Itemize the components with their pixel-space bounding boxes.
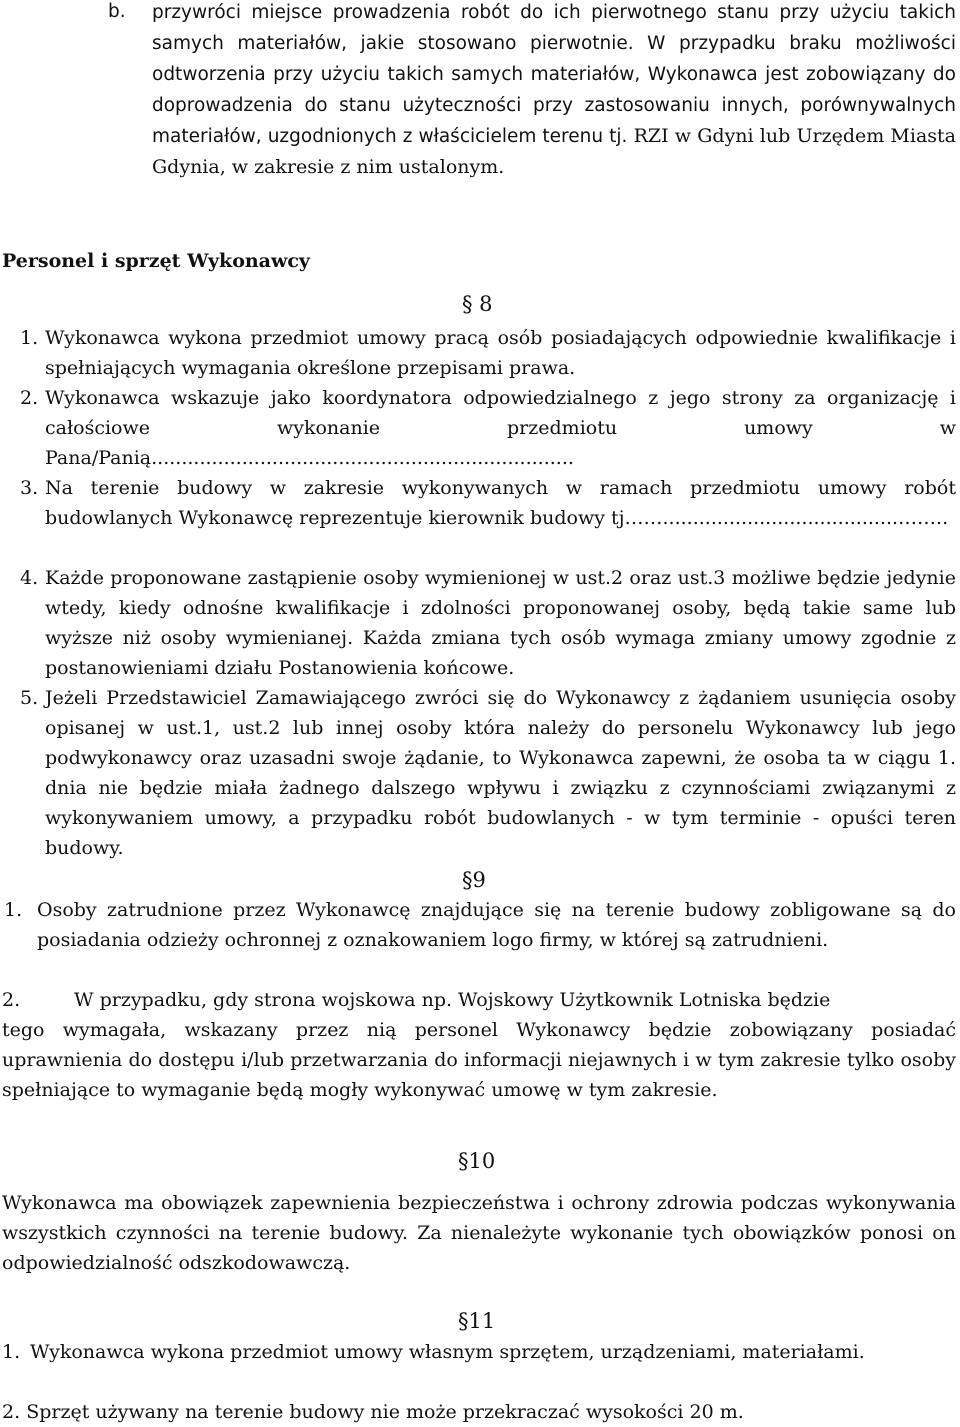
item-text: Na terenie budowy w zakresie wykonywanych w ramach przedmiotu umowy robót budowlanych Wykonawcę reprezentuje kierownik budowy tj…….......................................…….. bbox=[45, 477, 956, 529]
item-number: 1. bbox=[20, 327, 39, 349]
item-number: 2. bbox=[2, 989, 21, 1011]
par8-list bbox=[20, 323, 956, 863]
item-number: 2. bbox=[20, 387, 39, 409]
item-number: 1. bbox=[4, 899, 23, 921]
item-number: 5. bbox=[20, 687, 39, 709]
par8-item-1 bbox=[20, 323, 956, 383]
par9-item-2-first-line bbox=[2, 985, 956, 1015]
par11-item-2 bbox=[2, 1397, 956, 1427]
par8-item-2 bbox=[20, 383, 956, 473]
par8-item-4 bbox=[20, 563, 956, 683]
paragraph-mark-8: § 8 bbox=[462, 292, 493, 316]
item-number: 2. bbox=[2, 1401, 21, 1423]
item-number: 4. bbox=[20, 567, 39, 589]
item-text-lead: W przypadku, gdy strona wojskowa np. Wojskowy Użytkownik Lotniska będzie bbox=[74, 989, 831, 1011]
par10-text: Wykonawca ma obowiązek zapewnienia bezpieczeństwa i ochrony zdrowia podczas wykonywania wszystkich czynności na terenie budowy. Za nienależyte wykonanie tych obowiązków ponosi on odpowiedzialność odszkodowawczą. bbox=[2, 1192, 956, 1274]
section-heading: Personel i sprzęt Wykonawcy bbox=[2, 250, 310, 272]
par8-item-5 bbox=[20, 683, 956, 863]
item-b-text: przywróci miejsce prowadzenia robót do ich pierwotnego stanu przy użyciu takich samych materiałów, jakie stosowano pierwotnie. W przypadku braku możliwości odtworzenia przy użyciu takich samych materiałów, Wykonawca jest zobowiązany do doprowadzenia do stanu użyteczności przy zastosowaniu innych, porównywalnych materiałów, uzgodnionych z właścicielem terenu tj. bbox=[152, 2, 956, 147]
item-text: Wykonawca wykona przedmiot umowy pracą osób posiadających odpowiednie kwalifikacje i spełniających wymagania określone przepisami prawa. bbox=[45, 327, 956, 379]
item-number: 1. bbox=[2, 1341, 21, 1363]
paragraph-mark-9: §9 bbox=[462, 868, 486, 892]
item-text-rest: tego wymagała, wskazany przez nią personel Wykonawcy będzie zobowiązany posiadać uprawnienia do dostępu i/lub przetwarzania do informacji niejawnych i w tym zakresie tylko osoby spełniające to wymaganie będą mogły wykonywać umowę w tym zakresie. bbox=[2, 1019, 956, 1101]
item-number: 3. bbox=[20, 477, 39, 499]
item-text: Wykonawca wykona przedmiot umowy własnym sprzętem, urządzeniami, materiałami. bbox=[30, 1341, 865, 1363]
item-text: Każde proponowane zastąpienie osoby wymienionej w ust.2 oraz ust.3 możliwe będzie jedynie wtedy, kiedy odnośne kwalifikacje i zdolności proponowanej osoby, będą takie same lub wyższe niż osoby wymienianej. Każda zmiana tych osób wymaga zmiany umowy zgodnie z postanowieniami działu Postanowienia końcowe. bbox=[45, 567, 956, 679]
par8-item-3 bbox=[20, 473, 956, 563]
item-text: Wykonawca wskazuje jako koordynatora odpowiedzialnego z jego strony za organizację i całościowe wykonanie przedmiotu umowy w Pana/Panią...................................................................... bbox=[45, 387, 956, 469]
par9-item-2 bbox=[2, 985, 956, 1105]
paragraph-mark-11: §11 bbox=[458, 1309, 496, 1333]
item-b-text-cont: RZI w Gdyni lub Urzędem Miasta Gdynia, w zakresie z nim ustalonym. bbox=[152, 125, 957, 178]
par9-item-1 bbox=[2, 895, 956, 955]
item-text: Osoby zatrudnione przez Wykonawcę znajdujące się na terenie budowy zobligowane są do posiadania odzieży ochronnej z oznakowaniem logo firmy, w której są zatrudnieni. bbox=[37, 899, 956, 951]
paragraph-mark-10: §10 bbox=[458, 1149, 496, 1173]
par11-item-1 bbox=[2, 1337, 956, 1367]
list-marker: b. bbox=[108, 1, 126, 22]
item-text: Sprzęt używany na terenie budowy nie może przekraczać wysokości 20 m. bbox=[26, 1401, 744, 1423]
item-b-paragraph bbox=[152, 0, 956, 182]
item-text: Jeżeli Przedstawiciel Zamawiającego zwróci się do Wykonawcy z żądaniem usunięcia osoby opisanej w ust.1, ust.2 lub innej osoby która należy do personelu Wykonawcy lub jego podwykonawcy oraz uzasadni swoje żądanie, to Wykonawca zapewni, że osoba ta w ciągu 1. dnia nie będzie miała żadnego dalszego wpływu i związku z czynnościami związanymi z wykonywaniem umowy, a przypadku robót budowlanych - w tym terminie - opuści teren budowy. bbox=[45, 687, 956, 859]
